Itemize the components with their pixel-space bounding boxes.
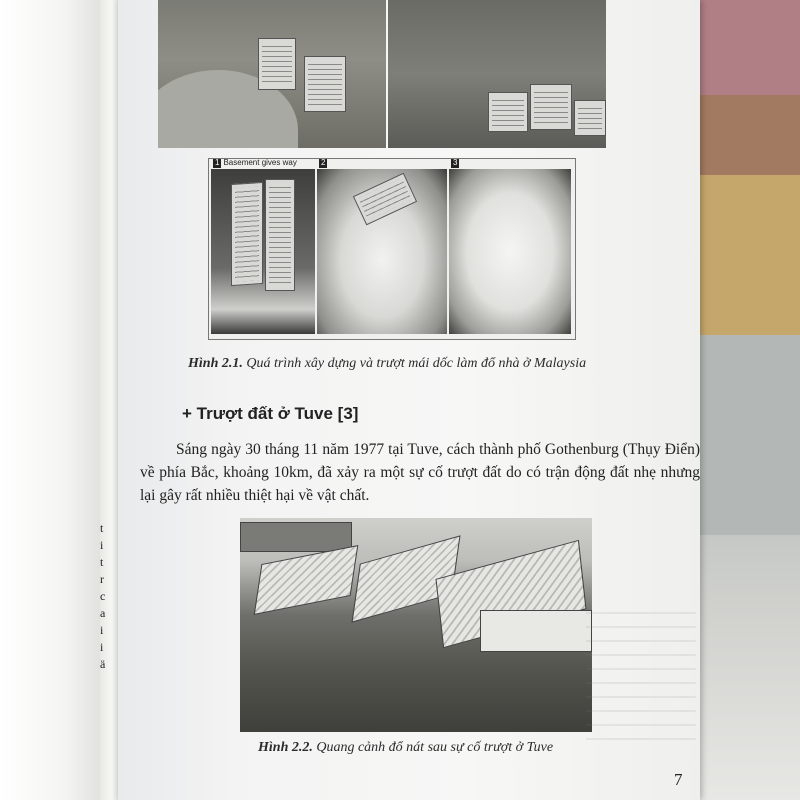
figure-label: Hình 2.2. [258,740,313,755]
left-page-char: ä [100,657,106,671]
collapse-frame [449,169,571,334]
background-right [690,0,800,800]
figure-caption-text: Quá trình xây dựng và trượt mái dốc làm đổ nhà ở Malaysia [246,356,587,371]
strip-tag [451,158,461,168]
book-page [118,0,700,800]
bleed-through-text [586,600,696,740]
book-spine [700,0,800,95]
book-spine [700,175,800,335]
figure-caption [258,740,553,756]
photo-tuve-landslide [240,518,592,732]
left-page-char: i [100,623,104,637]
strip-tag [213,158,297,168]
strip-tag-number: 1 [215,158,220,167]
left-page-char: i [100,640,104,654]
building-shape [265,179,295,291]
body-paragraph [140,438,700,507]
collapse-frame [211,169,315,334]
page-number: 7 [674,770,683,789]
collapse-frame [317,169,447,334]
background-left [0,0,110,800]
left-page-char: r [100,572,104,586]
left-page-char: i [100,538,104,552]
strip-tag [319,158,329,168]
left-page-char: t [100,555,104,569]
figure-caption-text: Quang cảnh đổ nát sau sự cố trượt ở Tuve [316,740,554,755]
photo-collapse-sequence [208,158,576,340]
photo-malaysia-before [158,0,386,148]
building-shape [231,182,263,286]
left-page-text [100,520,114,673]
figure-caption [188,356,586,372]
left-page-char: c [100,589,106,603]
left-page-char: t [100,521,104,535]
strip-tag-number: 3 [453,158,458,167]
book-spine [700,335,800,535]
paragraph-text: Sáng ngày 30 tháng 11 năm 1977 tại Tuve, cách thành phố Gothenburg (Thụy Điển) về phía Bắc, khoảng 10km, đã xảy ra một sự cố trượt đất do có trận động đất nhẹ nhưng lại gây rất nhiều thiệt hại về vật chất. [140,441,700,504]
left-page-char: a [100,606,106,620]
roof-shape [240,522,352,552]
book-spine [700,95,800,175]
photo-malaysia-after [388,0,606,148]
building-shape [574,100,606,136]
building-shape [488,92,528,132]
wall-shape [480,610,592,652]
roof-shape [254,545,359,615]
building-shape [353,173,417,226]
building-shape [258,38,296,90]
strip-tag-text: Basement gives way [223,158,297,167]
section-heading: + Trượt đất ở Tuve [3] [182,404,359,423]
strip-tag-number: 2 [321,158,326,167]
figure-label: Hình 2.1. [188,356,243,371]
building-shape [530,84,572,130]
building-shape [304,56,346,112]
